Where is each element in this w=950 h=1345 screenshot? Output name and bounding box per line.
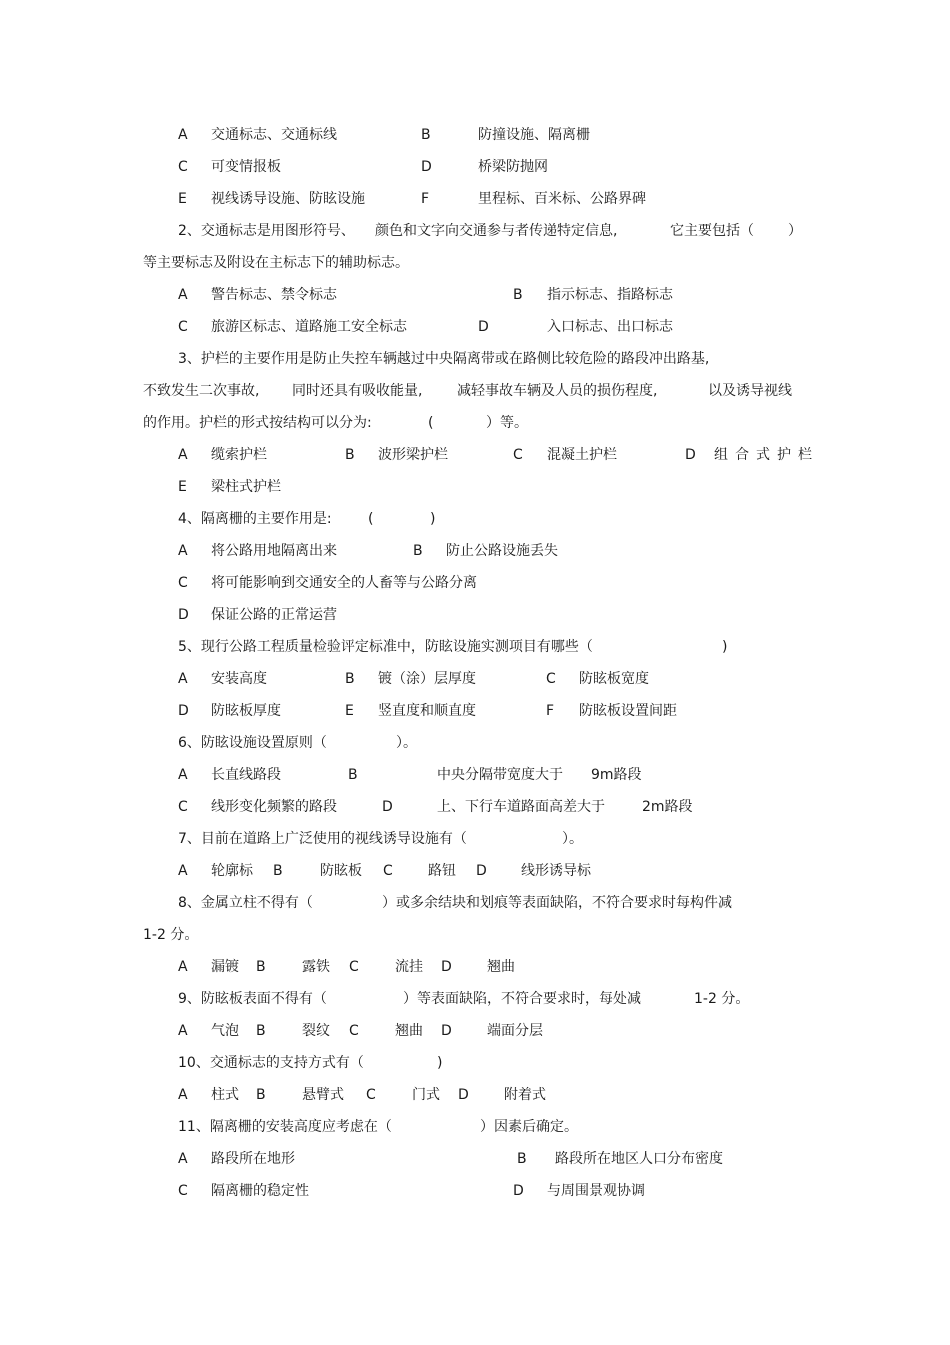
q1-options-row-3 bbox=[0, 187, 950, 211]
option-label: A bbox=[178, 959, 188, 975]
question-text: ）或多余结块和划痕等表面缺陷，不符合要求时每构件减 bbox=[382, 895, 732, 911]
q7-stem bbox=[0, 827, 950, 851]
option-label: D bbox=[421, 159, 432, 175]
option-label: D bbox=[513, 1183, 524, 1199]
option-text: 警告标志、禁令标志 bbox=[211, 287, 337, 303]
q4-options-row-2 bbox=[0, 571, 950, 595]
q10-options-row bbox=[0, 1083, 950, 1107]
answer-bracket-close: ) bbox=[722, 639, 728, 655]
question-text: 9、防眩板表面不得有（ bbox=[178, 991, 327, 1007]
question-text: ）。 bbox=[562, 831, 583, 847]
option-text: 流挂 bbox=[395, 959, 423, 975]
option-text: 漏镀 bbox=[211, 959, 239, 975]
question-text: 减轻事故车辆及人员的损伤程度, bbox=[457, 383, 658, 399]
q2-stem-line-2 bbox=[0, 251, 950, 275]
question-text: ）等表面缺陷，不符合要求时，每处减 bbox=[403, 991, 641, 1007]
option-label: C bbox=[349, 1023, 359, 1039]
option-text: 防止公路设施丢失 bbox=[446, 543, 558, 559]
option-text: 交通标志、交通标线 bbox=[211, 127, 337, 143]
q11-options-row-2 bbox=[0, 1179, 950, 1203]
option-label: D bbox=[441, 959, 452, 975]
option-label: C bbox=[178, 319, 188, 335]
option-label: A bbox=[178, 543, 188, 559]
question-text: 4、隔离栅的主要作用是: bbox=[178, 511, 332, 527]
question-text: 5、现行公路工程质量检验评定标准中，防眩设施实测项目有哪些（ bbox=[178, 639, 593, 655]
option-text: 指示标志、指路标志 bbox=[547, 287, 673, 303]
option-text: 柱式 bbox=[211, 1087, 239, 1103]
option-label: C bbox=[178, 159, 188, 175]
option-label: A bbox=[178, 1023, 188, 1039]
option-text: 防眩板设置间距 bbox=[579, 703, 677, 719]
option-label: D bbox=[476, 863, 487, 879]
option-text: 桥梁防抛网 bbox=[478, 159, 548, 175]
q3-options-row-2 bbox=[0, 475, 950, 499]
q2-stem bbox=[0, 219, 950, 243]
option-text: 保证公路的正常运营 bbox=[211, 607, 337, 623]
question-text: 的作用。护栏的形式按结构可以分为: bbox=[143, 415, 372, 431]
option-text: 视线诱导设施、防眩设施 bbox=[211, 191, 365, 207]
question-text: 6、防眩设施设置原则（ bbox=[178, 735, 327, 751]
option-text: 路段所在地形 bbox=[211, 1151, 295, 1167]
option-label: F bbox=[421, 191, 430, 207]
option-label: D bbox=[382, 799, 393, 815]
option-label: B bbox=[345, 447, 355, 463]
q1-options-row-2 bbox=[0, 155, 950, 179]
option-text: 竖直度和顺直度 bbox=[378, 703, 476, 719]
option-text: 翘曲 bbox=[395, 1023, 423, 1039]
option-label: D bbox=[685, 447, 696, 463]
option-label: B bbox=[421, 127, 431, 143]
option-text: 路钮 bbox=[428, 863, 456, 879]
q3-stem bbox=[0, 347, 950, 371]
option-text: 端面分层 bbox=[487, 1023, 543, 1039]
q3-options-row-1 bbox=[0, 443, 950, 467]
q3-stem-line-3 bbox=[0, 411, 950, 435]
option-label: A bbox=[178, 287, 188, 303]
option-text: 防眩板厚度 bbox=[211, 703, 281, 719]
option-text: 波形梁护栏 bbox=[378, 447, 448, 463]
question-text: 3、护栏的主要作用是防止失控车辆越过中央隔离带或在路侧比较危险的路段冲出路基, bbox=[178, 351, 710, 367]
question-text: 同时还具有吸收能量, bbox=[292, 383, 423, 399]
question-text: 8、金属立柱不得有（ bbox=[178, 895, 313, 911]
option-text: 线形变化频繁的路段 bbox=[211, 799, 337, 815]
option-text: 安装高度 bbox=[211, 671, 267, 687]
option-label: A bbox=[178, 863, 188, 879]
answer-bracket-open: ( bbox=[368, 511, 374, 527]
option-label: C bbox=[546, 671, 556, 687]
option-text: 里程标、百米标、公路界碑 bbox=[478, 191, 646, 207]
option-text: 门式 bbox=[412, 1087, 440, 1103]
option-text-unit: 2m路段 bbox=[642, 799, 693, 815]
question-text: 等主要标志及附设在主标志下的辅助标志。 bbox=[143, 255, 409, 271]
option-label: C bbox=[366, 1087, 376, 1103]
option-label: B bbox=[256, 959, 266, 975]
q6-options-row-2 bbox=[0, 795, 950, 819]
q7-options-row bbox=[0, 859, 950, 883]
option-label: C bbox=[178, 1183, 188, 1199]
option-label: A bbox=[178, 127, 188, 143]
q6-stem bbox=[0, 731, 950, 755]
option-text: 防撞设施、隔离栅 bbox=[478, 127, 590, 143]
q4-stem bbox=[0, 507, 950, 531]
option-text: 附着式 bbox=[504, 1087, 546, 1103]
option-label: D bbox=[441, 1023, 452, 1039]
q3-stem-line-2 bbox=[0, 379, 950, 403]
option-label: B bbox=[345, 671, 355, 687]
option-label: A bbox=[178, 767, 188, 783]
option-label: C bbox=[349, 959, 359, 975]
question-text: ）因素后确定。 bbox=[480, 1119, 578, 1135]
option-label: C bbox=[178, 799, 188, 815]
question-text: 不致发生二次事故, bbox=[143, 383, 260, 399]
option-label: B bbox=[273, 863, 283, 879]
question-text: 2、交通标志是用图形符号、 bbox=[178, 223, 355, 239]
option-text: 中央分隔带宽度大于 bbox=[437, 767, 563, 783]
option-text: 路段所在地区人口分布密度 bbox=[555, 1151, 723, 1167]
question-text: 11、隔离栅的安装高度应考虑在（ bbox=[178, 1119, 392, 1135]
q8-options-row bbox=[0, 955, 950, 979]
question-text: 颜色和文字向交通参与者传递特定信息, bbox=[375, 223, 618, 239]
option-label: B bbox=[413, 543, 423, 559]
question-text: 7、目前在道路上广泛使用的视线诱导设施有（ bbox=[178, 831, 467, 847]
option-text: 防眩板 bbox=[320, 863, 362, 879]
option-label: C bbox=[178, 575, 188, 591]
q5-options-row-1 bbox=[0, 667, 950, 691]
q9-stem bbox=[0, 987, 950, 1011]
question-text: ）。 bbox=[396, 735, 417, 751]
q2-options-row-1 bbox=[0, 283, 950, 307]
option-label: D bbox=[178, 703, 189, 719]
option-text: 可变情报板 bbox=[211, 159, 281, 175]
option-text: 组合式护栏 bbox=[714, 447, 819, 463]
q1-options-row-1 bbox=[0, 123, 950, 147]
option-label: D bbox=[478, 319, 489, 335]
option-text: 与周围景观协调 bbox=[547, 1183, 645, 1199]
option-label: D bbox=[178, 607, 189, 623]
q5-options-row-2 bbox=[0, 699, 950, 723]
question-text: 1-2 分。 bbox=[143, 927, 199, 943]
option-text: 防眩板宽度 bbox=[579, 671, 649, 687]
option-text: 线形诱导标 bbox=[521, 863, 591, 879]
option-label: B bbox=[513, 287, 523, 303]
option-text: 轮廓标 bbox=[211, 863, 253, 879]
option-label: A bbox=[178, 1087, 188, 1103]
option-text: 入口标志、出口标志 bbox=[547, 319, 673, 335]
question-text: ） bbox=[788, 223, 802, 239]
option-label: E bbox=[345, 703, 354, 719]
option-text: 气泡 bbox=[211, 1023, 239, 1039]
option-text: 混凝土护栏 bbox=[547, 447, 617, 463]
option-text: 隔离栅的稳定性 bbox=[211, 1183, 309, 1199]
option-label: D bbox=[458, 1087, 469, 1103]
option-text: 缆索护栏 bbox=[211, 447, 267, 463]
question-text: ）等。 bbox=[486, 415, 528, 431]
option-text: 上、下行车道路面高差大于 bbox=[437, 799, 605, 815]
option-label: E bbox=[178, 479, 187, 495]
option-label: E bbox=[178, 191, 187, 207]
option-text: 悬臂式 bbox=[302, 1087, 344, 1103]
answer-bracket-close: ) bbox=[430, 511, 436, 527]
option-label: B bbox=[256, 1023, 266, 1039]
option-label: C bbox=[513, 447, 523, 463]
q8-stem-line-2 bbox=[0, 923, 950, 947]
q10-stem bbox=[0, 1051, 950, 1075]
question-text: 10、交通标志的支持方式有（ bbox=[178, 1055, 364, 1071]
question-text: 以及诱导视线 bbox=[708, 383, 792, 399]
q8-stem bbox=[0, 891, 950, 915]
q5-stem bbox=[0, 635, 950, 659]
option-text: 镀（涂）层厚度 bbox=[378, 671, 476, 687]
option-text: 露铁 bbox=[302, 959, 330, 975]
option-text: 旅游区标志、道路施工安全标志 bbox=[211, 319, 407, 335]
answer-bracket-close: ) bbox=[437, 1055, 443, 1071]
option-label: C bbox=[383, 863, 393, 879]
option-label: A bbox=[178, 447, 188, 463]
q4-options-row-3 bbox=[0, 603, 950, 627]
option-label: B bbox=[256, 1087, 266, 1103]
option-text-unit: 9m路段 bbox=[591, 767, 642, 783]
option-text: 长直线路段 bbox=[211, 767, 281, 783]
option-text: 将公路用地隔离出来 bbox=[211, 543, 337, 559]
q11-stem bbox=[0, 1115, 950, 1139]
option-label: B bbox=[348, 767, 358, 783]
option-text: 裂纹 bbox=[302, 1023, 330, 1039]
option-label: A bbox=[178, 1151, 188, 1167]
option-text: 翘曲 bbox=[487, 959, 515, 975]
option-label: F bbox=[546, 703, 555, 719]
q11-options-row-1 bbox=[0, 1147, 950, 1171]
option-text: 将可能影响到交通安全的人畜等与公路分离 bbox=[211, 575, 477, 591]
q4-options-row-1 bbox=[0, 539, 950, 563]
option-label: B bbox=[517, 1151, 527, 1167]
q2-options-row-2 bbox=[0, 315, 950, 339]
question-text: 1-2 分。 bbox=[694, 991, 750, 1007]
q9-options-row bbox=[0, 1019, 950, 1043]
option-label: A bbox=[178, 671, 188, 687]
question-text: 它主要包括（ bbox=[670, 223, 754, 239]
q6-options-row-1 bbox=[0, 763, 950, 787]
answer-bracket-open: ( bbox=[428, 415, 434, 431]
option-text: 梁柱式护栏 bbox=[211, 479, 281, 495]
